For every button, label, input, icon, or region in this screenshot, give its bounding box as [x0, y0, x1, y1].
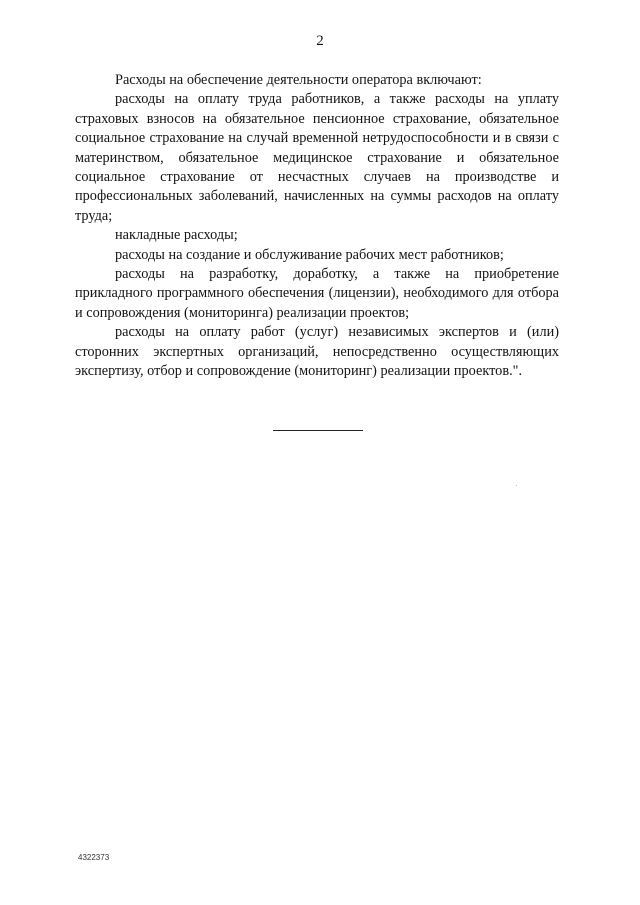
paragraph-experts: расходы на оплату работ (услуг) независимых экспертов и (или) сторонних экспертных организаций, непосредственно осуществляющих экспертизу, отбор и сопровождение (мониторинг) реализации проектов.".	[75, 324, 559, 380]
paragraph-software: расходы на разработку, доработку, а также на приобретение прикладного программного обеспечения (лицензии), необходимого для отбора и сопровождения (мониторинга) реализации проектов;	[75, 266, 559, 321]
paragraph-labor-costs: расходы на оплату труда работников, а также расходы на уплату страховых взносов на обязательное пенсионное страхование, обязательное социальное страхование на случай временной нетрудоспособности и в связи с материнством, обязательное медицинское страхование и обязательное социальное страхование от несчастных случаев на производстве и профессиональных заболеваний, начисленных на суммы расходов на оплату труда;	[75, 91, 559, 224]
page-number: 2	[316, 33, 324, 49]
paragraph-workplaces: расходы на создание и обслуживание рабочих мест работников;	[115, 246, 504, 263]
scan-speck	[516, 485, 517, 486]
document-body	[75, 71, 559, 382]
paragraph-overhead: накладные расходы;	[115, 227, 238, 244]
end-divider	[273, 430, 363, 431]
document-id: 4322373	[78, 853, 110, 862]
paragraph-intro: Расходы на обеспечение деятельности оператора включают:	[115, 72, 482, 88]
